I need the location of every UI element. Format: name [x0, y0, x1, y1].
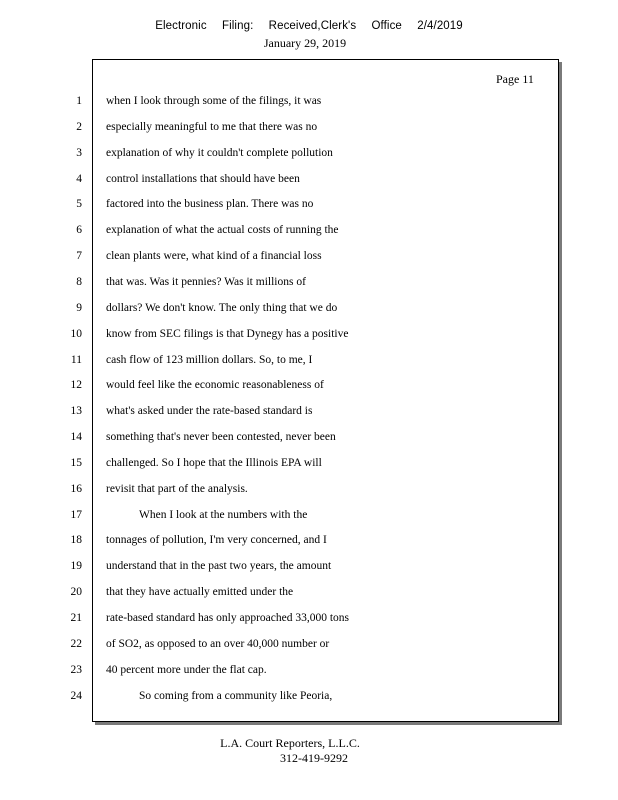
footer-company: L.A. Court Reporters, L.L.C. [220, 736, 360, 750]
stamp-word: Filing: [221, 20, 254, 32]
stamp-word: Electronic [155, 20, 207, 32]
line-number: 15 [70, 457, 82, 469]
line-number: 11 [70, 354, 82, 366]
transcript-line: when I look through some of the filings, it was [106, 95, 322, 107]
transcript-line: know from SEC filings is that Dynegy has a positive [106, 328, 349, 340]
footer-phone: 312-419-9292 [280, 751, 348, 765]
transcript-line: control installations that should have been [106, 173, 300, 185]
transcript-line: would feel like the economic reasonableness of [106, 379, 324, 391]
line-number: 12 [70, 379, 82, 391]
transcript-line: that was. Was it pennies? Was it millions of [106, 276, 306, 288]
line-number: 22 [70, 638, 82, 650]
line-number: 21 [70, 612, 82, 624]
line-number: 5 [76, 198, 82, 210]
transcript-line: especially meaningful to me that there was no [106, 121, 318, 133]
line-number: 10 [70, 328, 82, 340]
line-number: 2 [76, 121, 82, 133]
line-number: 7 [76, 250, 82, 262]
page-number: Page 11 [496, 72, 534, 86]
filing-stamp [0, 20, 618, 32]
transcript-line: factored into the business plan. There was no [106, 198, 314, 210]
transcript-line: cash flow of 123 million dollars. So, to me, I [106, 354, 313, 366]
stamp-word: Office [371, 20, 402, 32]
stamp-word: 2/4/2019 [417, 20, 463, 32]
transcript-line: revisit that part of the analysis. [106, 483, 248, 495]
transcript-line: something that's never been contested, never been [106, 431, 336, 443]
line-number: 14 [70, 431, 82, 443]
transcript-line: clean plants were, what kind of a financial loss [106, 250, 322, 262]
line-number: 4 [76, 173, 82, 185]
line-number: 16 [70, 483, 82, 495]
filing-date: January 29, 2019 [263, 36, 347, 50]
stamp-word: Received,Clerk's [268, 20, 357, 32]
line-number: 9 [76, 302, 82, 314]
line-number: 23 [70, 664, 82, 676]
transcript-line: explanation of why it couldn't complete pollution [106, 147, 333, 159]
transcript-line: challenged. So I hope that the Illinois EPA will [106, 457, 322, 469]
line-number: 3 [76, 147, 82, 159]
transcript-line: understand that in the past two years, the amount [106, 560, 332, 572]
transcript-line: what's asked under the rate-based standard is [106, 405, 313, 417]
line-number: 19 [70, 560, 82, 572]
transcript-line: tonnages of pollution, I'm very concerned, and I [106, 534, 327, 546]
transcript-line: dollars? We don't know. The only thing that we do [106, 302, 338, 314]
transcript-line: that they have actually emitted under the [106, 586, 294, 598]
line-number: 6 [76, 224, 82, 236]
transcript-line: So coming from a community like Peoria, [139, 690, 333, 702]
transcript-line: explanation of what the actual costs of running the [106, 224, 339, 236]
transcript-line: 40 percent more under the flat cap. [106, 664, 267, 676]
line-number: 18 [70, 534, 82, 546]
transcript-line: of SO2, as opposed to an over 40,000 number or [106, 638, 330, 650]
line-number: 8 [76, 276, 82, 288]
transcript-line: When I look at the numbers with the [139, 509, 308, 521]
line-number: 17 [70, 509, 82, 521]
line-number: 24 [70, 690, 82, 702]
line-number: 1 [76, 95, 82, 107]
line-number: 20 [70, 586, 82, 598]
line-number: 13 [70, 405, 82, 417]
transcript-line: rate-based standard has only approached 33,000 tons [106, 612, 350, 624]
